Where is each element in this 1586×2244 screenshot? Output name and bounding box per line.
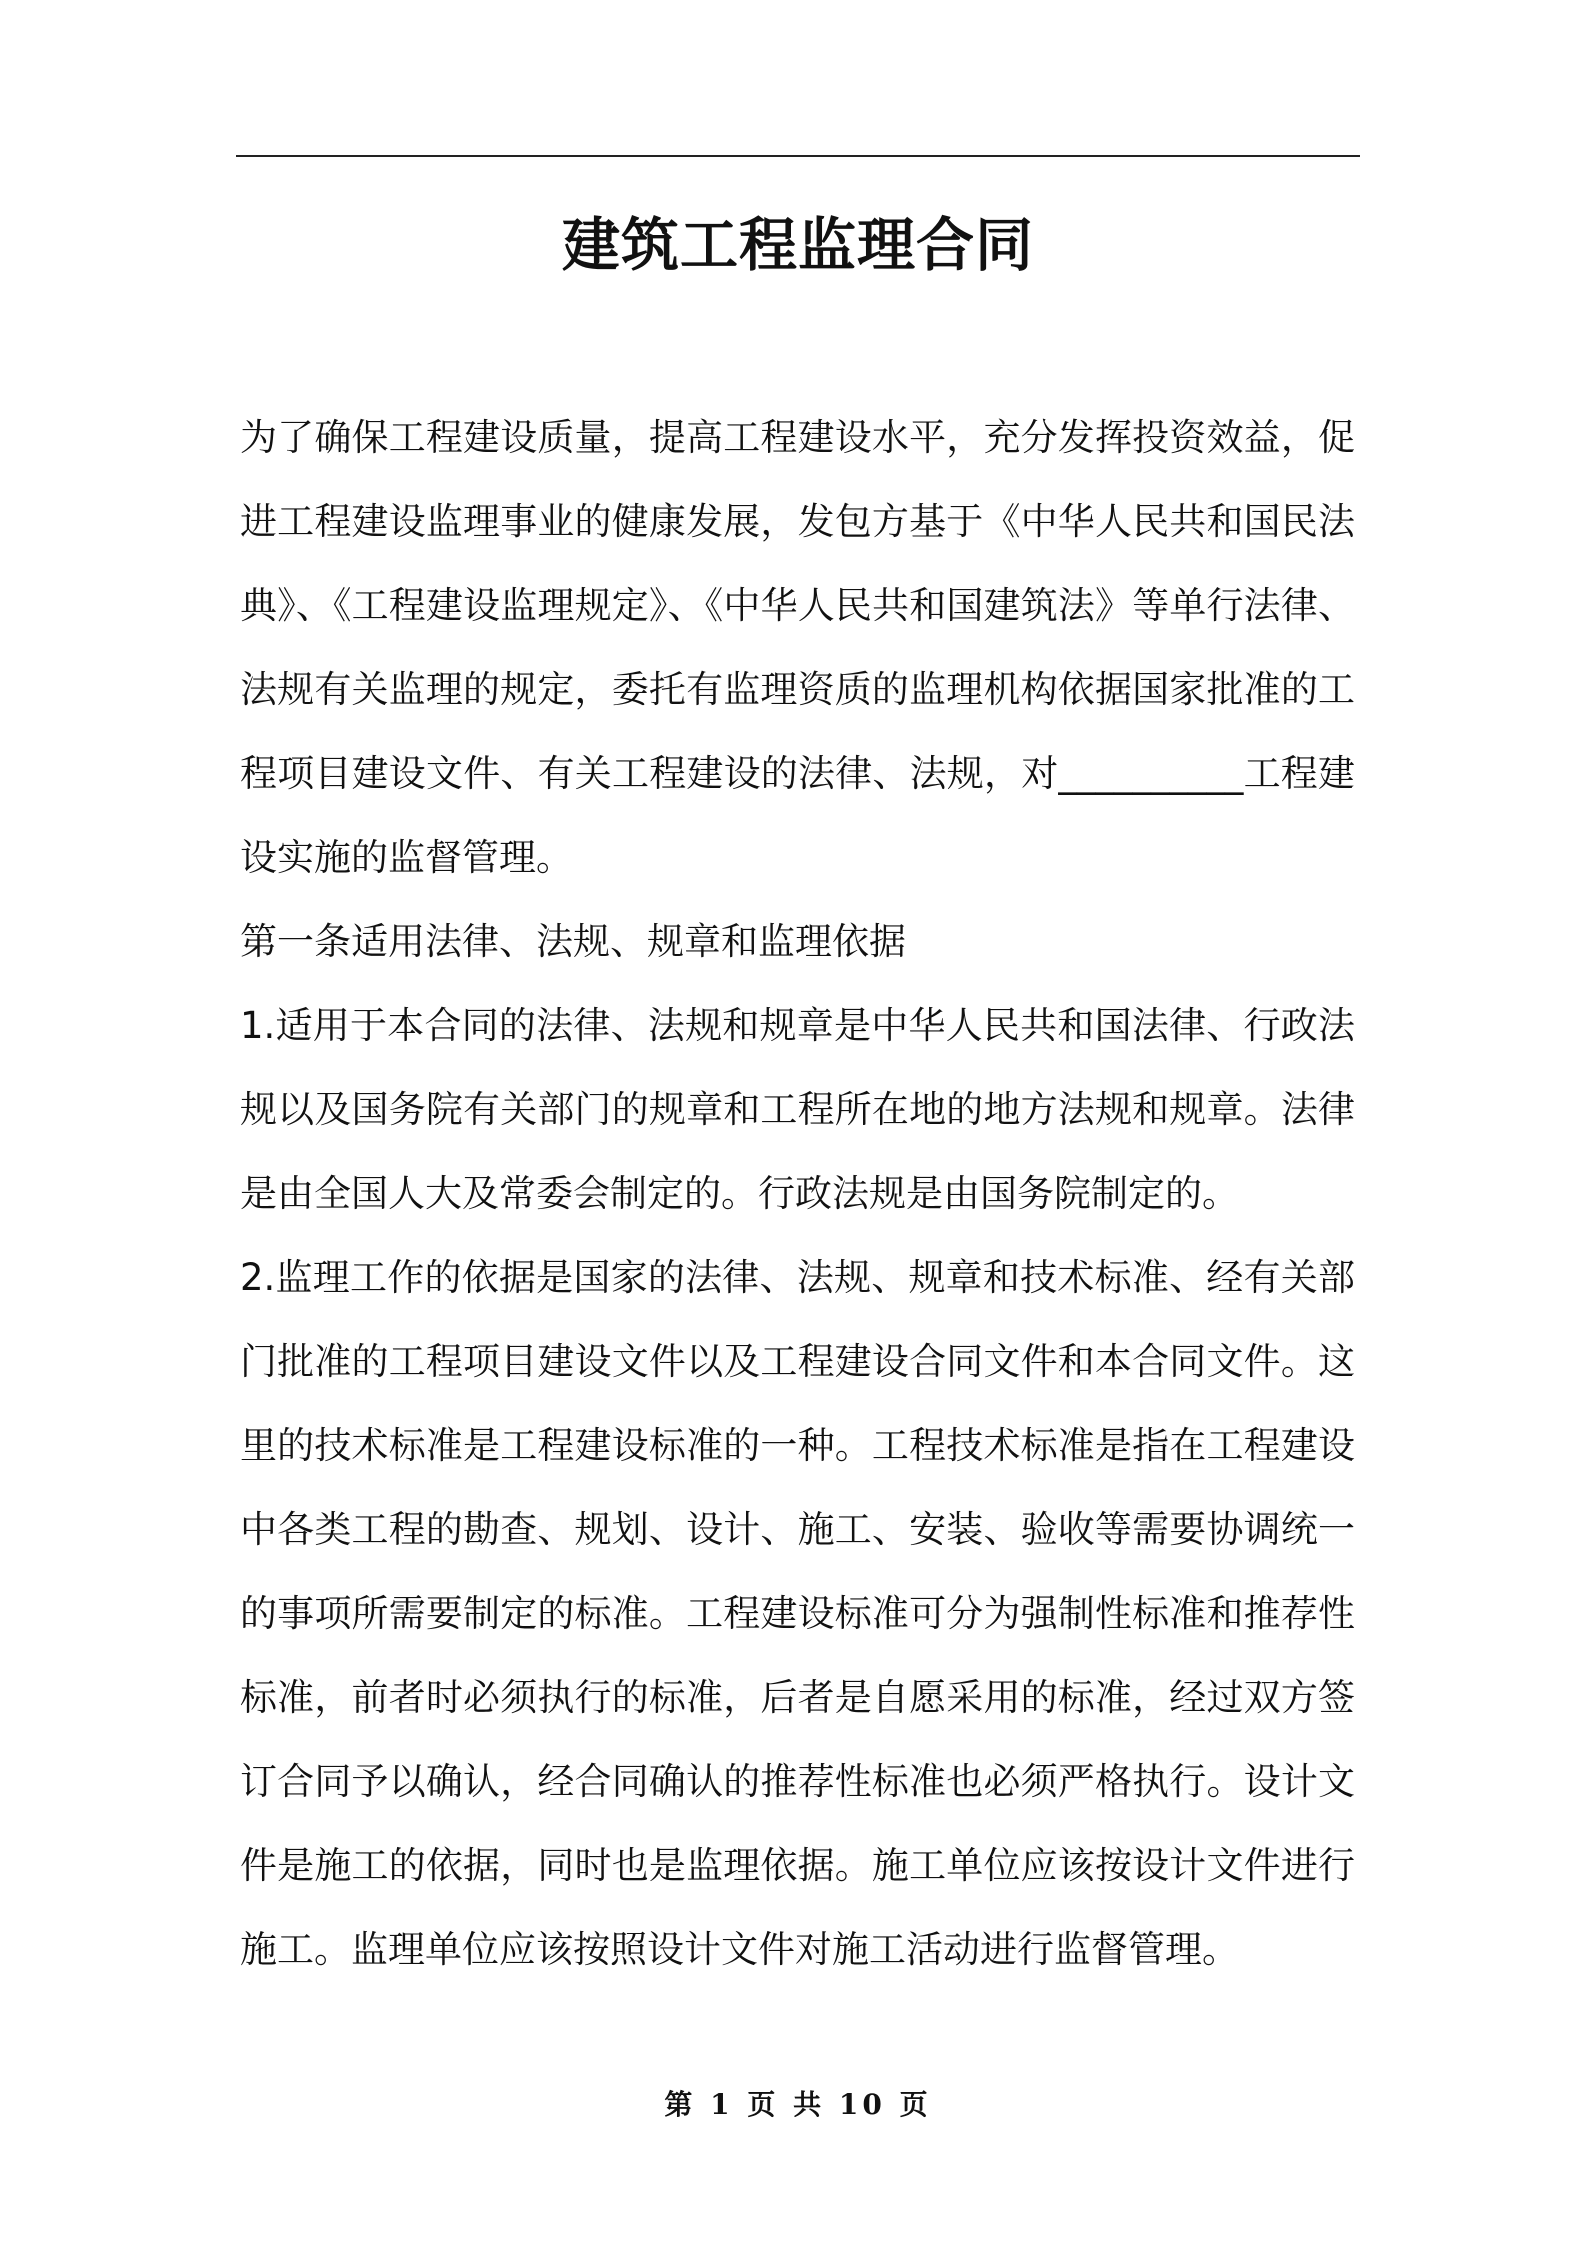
page-number: 第 1 页 共 10 页	[664, 2088, 932, 2121]
clause-2: 2.监理工作的依据是国家的法律、法规、规章和技术标准、经有关部门批准的工程项目建设文件以及工程建设合同文件和本合同文件。这里的技术标准是工程建设标准的一种。工程技术标准是指在工程建设中各类工程的勘查、规划、设计、施工、安装、验收等需要协调统一的事项所需要制定的标准。工程建设标准可分为强制性标准和推荐性标准，前者时必须执行的标准，后者是自愿采用的标准，经过双方签订合同予以确认，经合同确认的推荐性标准也必须严格执行。设计文件是施工的依据，同时也是监理依据。施工单位应该按设计文件进行施工。监理单位应该按照设计文件对施工活动进行监督管理。	[240, 1256, 1355, 1971]
document-body	[240, 396, 1355, 1992]
preamble-paragraph	[240, 396, 1355, 900]
preamble-text-end: 工程建设实施的监督管理。	[240, 752, 1356, 879]
clause-1: 1.适用于本合同的法律、法规和规章是中华人民共和国法律、行政法规以及国务院有关部门的规章和工程所在地的地方法规和规章。法律是由全国人大及常委会制定的。行政法规是由国务院制定的。	[240, 1004, 1355, 1215]
article-1-heading: 第一条适用法律、法规、规章和监理依据	[240, 920, 906, 963]
header-rule	[236, 155, 1360, 157]
document-title: 建筑工程监理合同	[561, 211, 1034, 279]
preamble-text: 为了确保工程建设质量，提高工程建设水平，充分发挥投资效益，促进工程建设监理事业的健康发展，发包方基于《中华人民共和国民法典》、《工程建设监理规定》、《中华人民共和国建筑法》等单行法律、法规有关监理的规定，委托有监理资质的监理机构依据国家批准的工程项目建设文件、有关工程建设的法律、法规，对	[240, 416, 1355, 795]
project-name-blank: __________	[1058, 752, 1244, 795]
